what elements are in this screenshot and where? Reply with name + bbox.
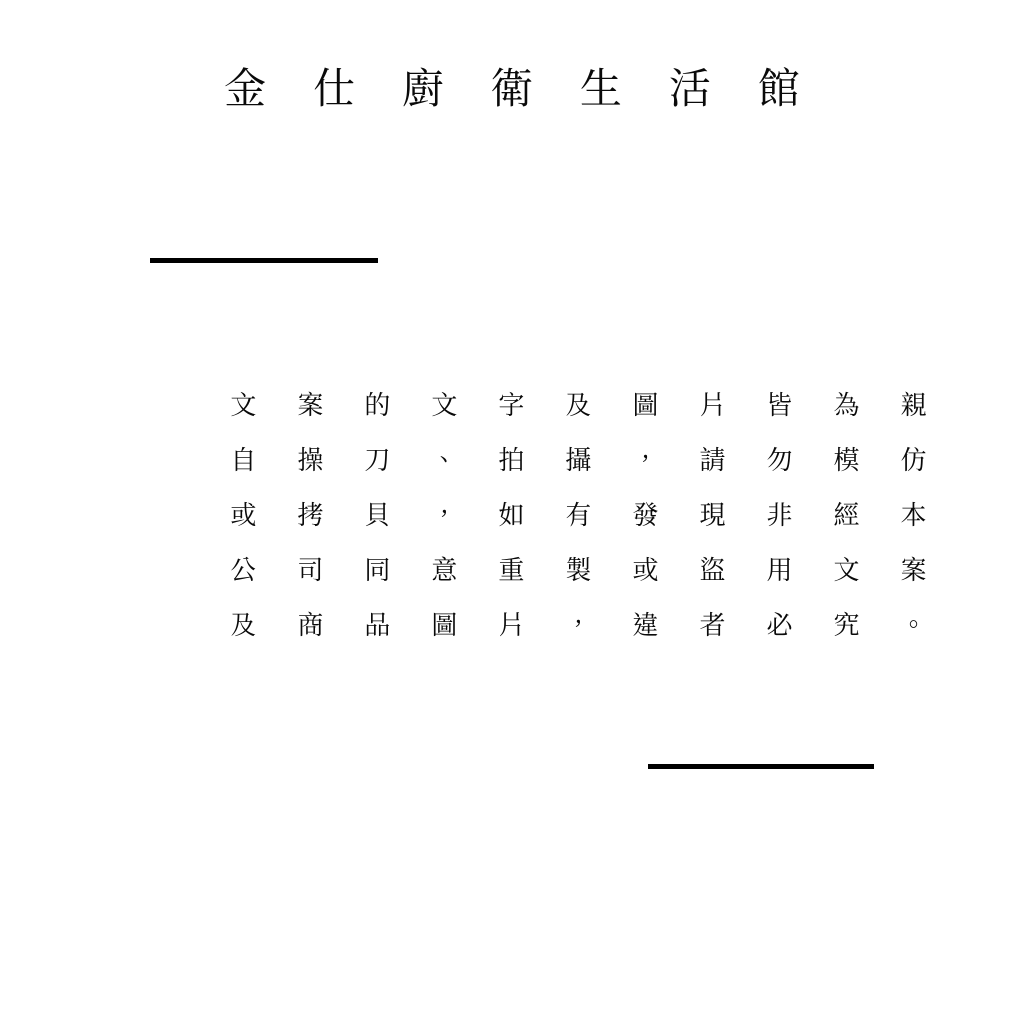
disclaimer-line: 及 商 品 圖 片 ， 違 者 必 究 。 [230, 610, 944, 640]
disclaimer-line: 自 操 刀 、 拍 攝 ， 請 勿 模 仿 [230, 445, 944, 475]
disclaimer-text-block [222, 378, 944, 653]
disclaimer-line: 或 拷 貝 ， 如 有 發 現 非 經 本 [230, 500, 944, 530]
disclaimer-line: 公 司 同 意 重 製 或 盜 用 文 案 [230, 555, 944, 585]
disclaimer-line: 文 案 的 文 字 及 圖 片 皆 為 親 [230, 390, 944, 420]
page-title: 金 仕 廚 衛 生 活 館 [224, 65, 818, 112]
divider-top [150, 258, 378, 263]
divider-bottom [648, 764, 874, 769]
